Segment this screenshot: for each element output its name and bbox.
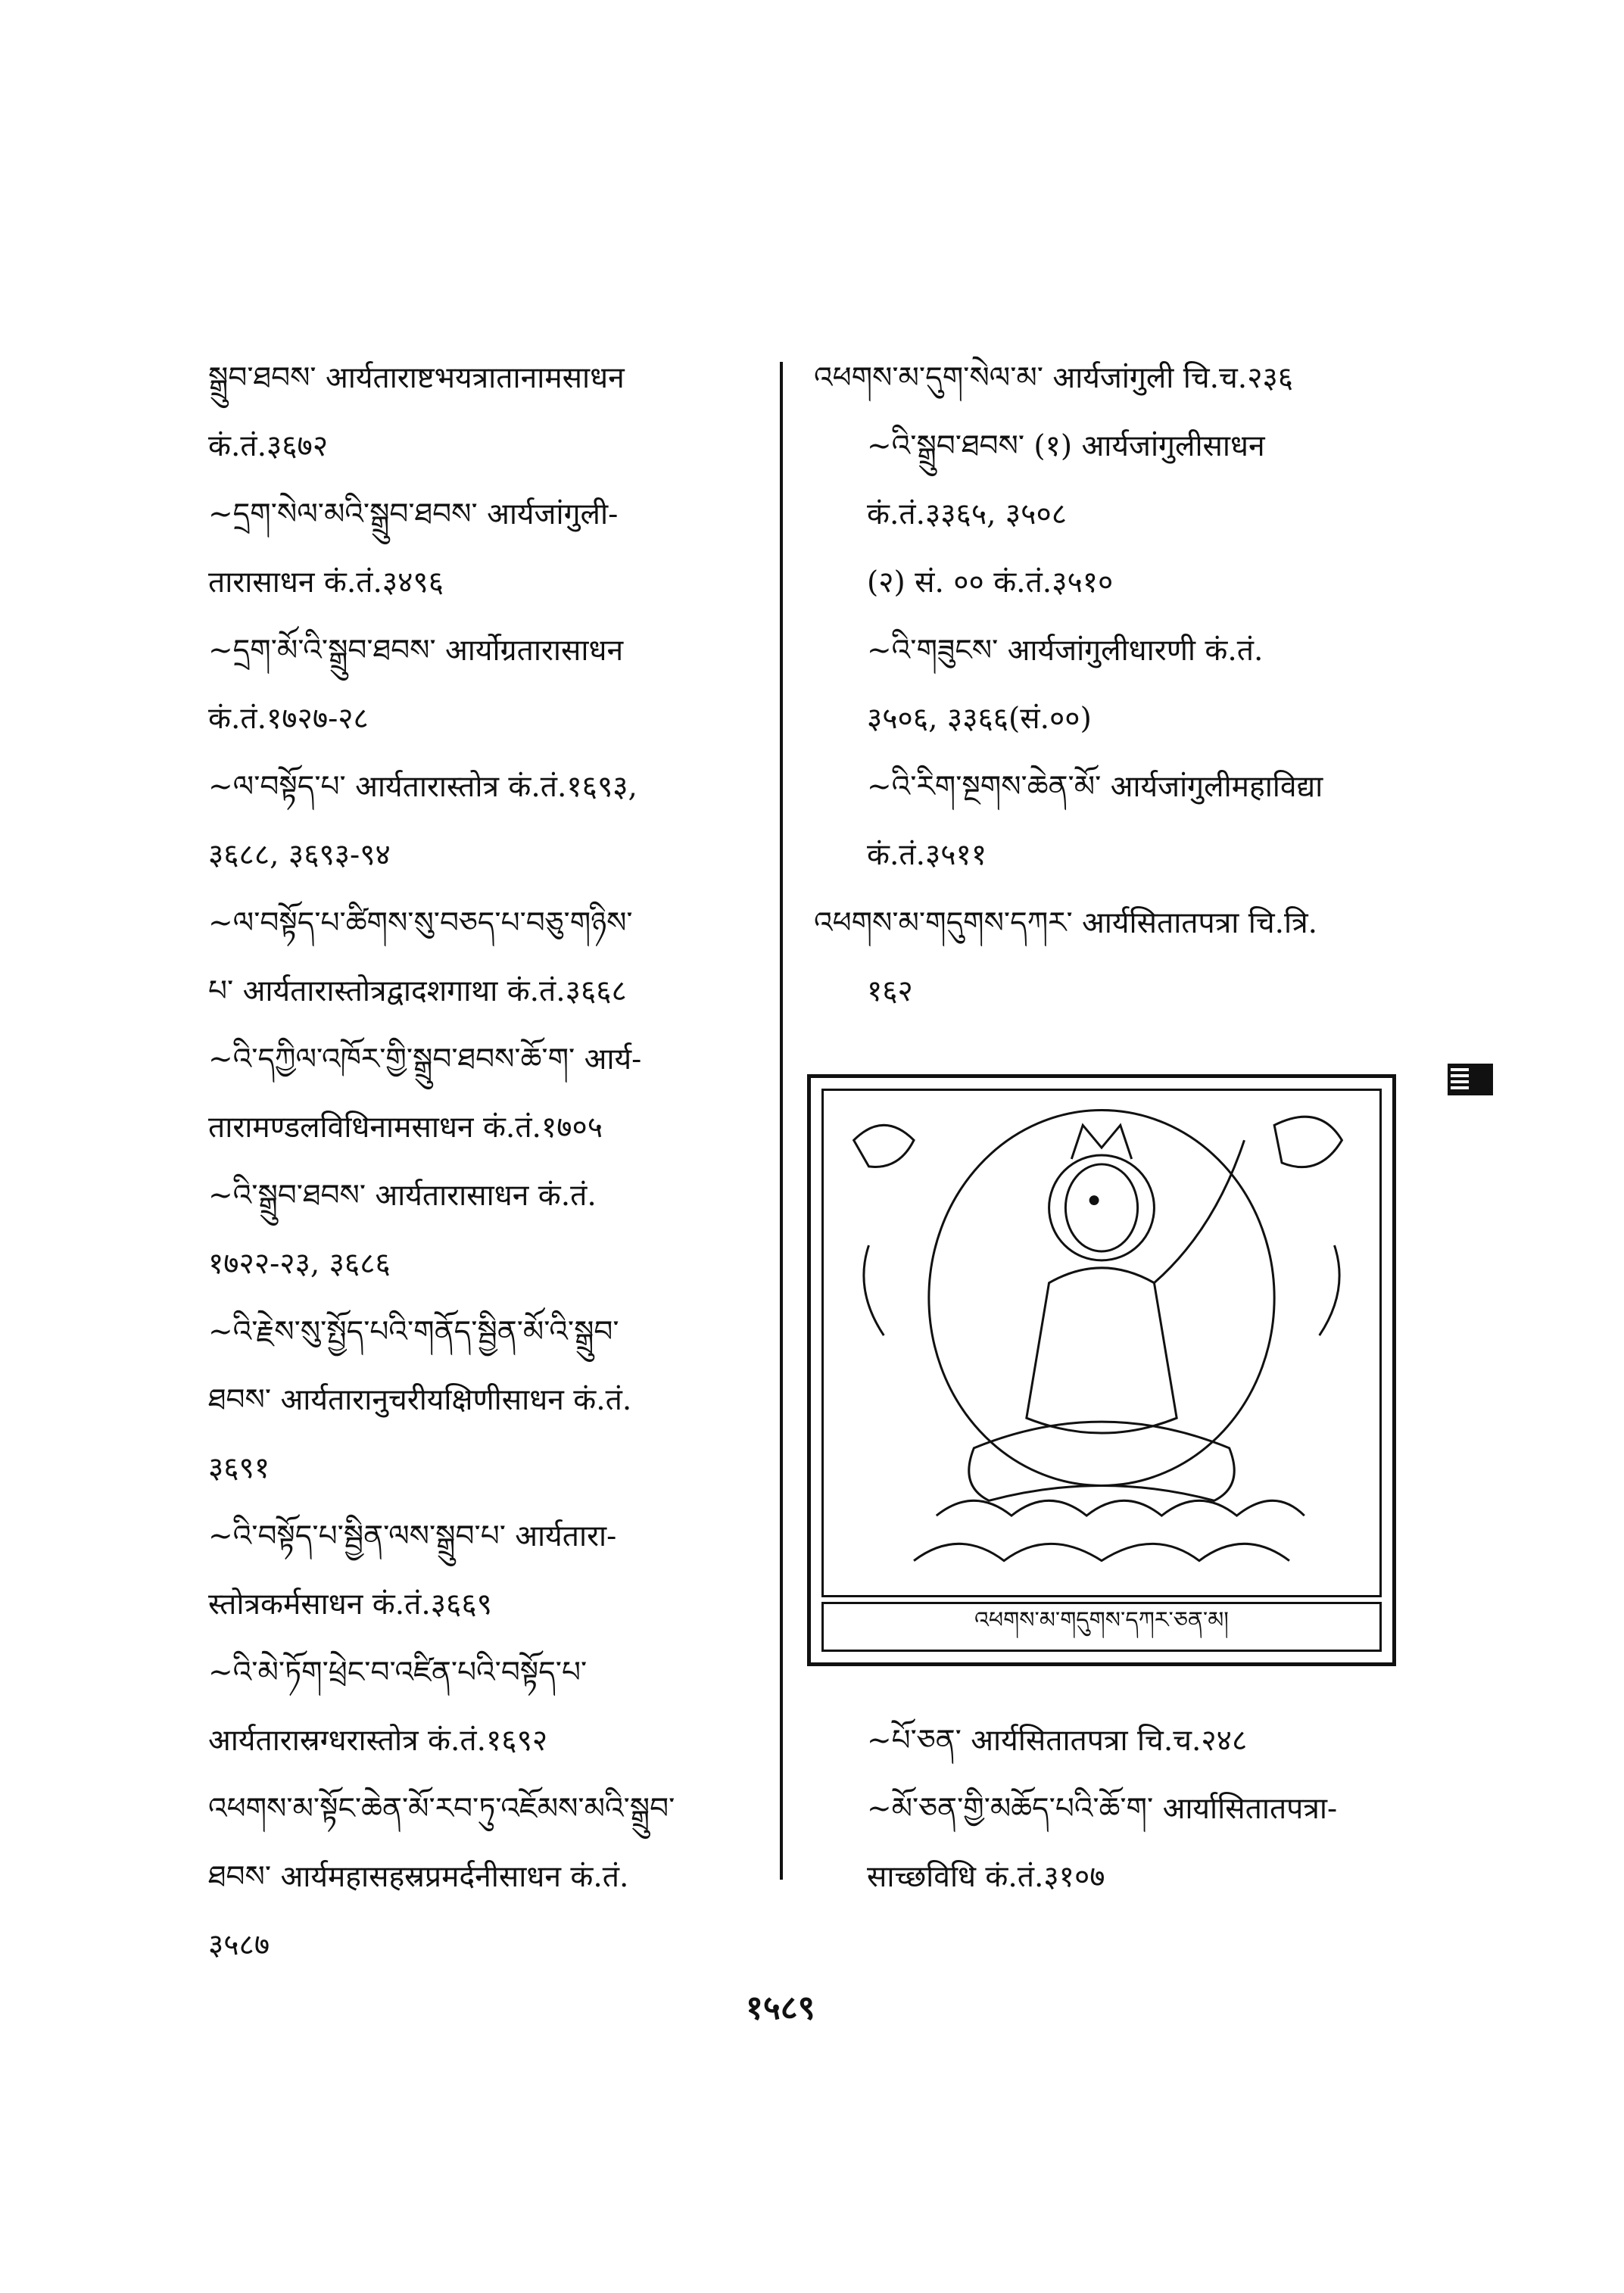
entry-line: ~དྲག་སེལ་མའི་སྒྲུབ་ཐབས་ आर्यजांगुली-	[208, 497, 619, 531]
entry-line: སྒྲུབ་ཐབས་ आर्यताराष्टभयत्रातानामसाधन	[208, 361, 625, 395]
entry-line: ~འི་རིག་སྔགས་ཆེན་མོ་ आर्यजांगुलीमहाविद्या	[867, 770, 1323, 804]
illustration-caption: འཕགས་མ་གདུགས་དཀར་ཅན་མ།	[821, 1602, 1382, 1652]
entry-line: ~འི་སྒྲུབ་ཐབས་ (१) आर्यजांगुलीसाधन	[867, 429, 1265, 463]
illustration-panel	[821, 1089, 1382, 1597]
thumb-index-mark	[1448, 1064, 1493, 1095]
deity-illustration	[807, 1074, 1396, 1666]
entry-line: ~འི་དཀྱིལ་འཁོར་གྱི་སྒྲུབ་ཐབས་ཆོ་ག་ आर्य-	[208, 1042, 642, 1076]
entry-line: साच्छविधि कं.तं.३१०७	[867, 1860, 1105, 1894]
entry-line: कं.तं.३५११	[867, 838, 987, 872]
entry-line: ~འི་སྒྲུབ་ཐབས་ आर्यतारासाधन कं.तं.	[208, 1179, 597, 1213]
entry-line: १६२	[867, 974, 913, 1008]
seated-deity-drawing	[824, 1091, 1379, 1595]
entry-line: ~ལ་བསྟོད་པ་ཚིགས་སུ་བཅད་པ་བཅུ་གཉིས་	[208, 906, 633, 940]
entry-line: འཕགས་མ་གདུགས་དཀར་ आर्यसितातपत्रा चि.त्रि.	[814, 906, 1318, 940]
entry-line: ཐབས་ आर्यतारानुचरीयक्षिणीसाधन कं.तं.	[208, 1383, 632, 1417]
entry-line: कं.तं.३६७२	[208, 429, 329, 463]
entry-line: ~པོ་ཅན་ आर्यसितातपत्रा चि.च.२४८	[867, 1724, 1248, 1758]
entry-line: (२) सं. ०० कं.तं.३५१०	[867, 565, 1114, 600]
entry-line: འཕགས་མ་དུག་སེལ་མ་ आर्यजांगुली चि.च.२३६	[814, 361, 1294, 395]
entry-line: ~དྲག་མོ་འི་སྒྲུབ་ཐབས་ आर्योग्रतारासाधन	[208, 634, 624, 668]
entry-line: स्तोत्रकर्मसाधन कं.तं.३६६९	[208, 1587, 492, 1622]
entry-line: कं.तं.१७२७-२८	[208, 702, 369, 736]
entry-line: ~འི་གཟུངས་ आर्यजांगुलीधारणी कं.तं.	[867, 634, 1264, 668]
entry-line: आर्यतारास्रग्धरास्तोत्र कं.तं.१६९२	[208, 1724, 548, 1758]
entry-line: ~འི་མེ་ཏོག་ཕྲེང་བ་འཛིན་པའི་བསྟོད་པ་	[208, 1656, 588, 1690]
column-divider	[780, 362, 783, 1880]
entry-line: तारामण्डलविधिनामसाधन कं.तं.१७०५	[208, 1111, 603, 1145]
entry-line: འཕགས་མ་སྟོང་ཆེན་མོ་རབ་ཏུ་འཇོམས་མའི་སྒྲུབ་	[208, 1792, 675, 1826]
entry-line: ~མོ་ཅན་གྱི་མཆོད་པའི་ཆོ་ག་ आर्यासितातपत्रा-	[867, 1792, 1338, 1826]
page-number: १५८९	[746, 1989, 815, 2027]
entry-line: कं.तं.३३६५, ३५०८	[867, 497, 1068, 531]
side-thumb-index	[1448, 1064, 1493, 1095]
entry-line: १७२२-२३, ३६८६	[208, 1247, 391, 1281]
entry-line: ~འི་བསྟོད་པ་སྦྱིན་ལས་སྒྲུབ་པ་ आर्यतारा-	[208, 1519, 617, 1553]
entry-line: ३६८८, ३६९३-९४	[208, 838, 391, 872]
entry-line: ३५८७	[208, 1928, 270, 1962]
entry-line: ~ལ་བསྟོད་པ་ आर्यतारास्तोत्र कं.तं.१६९३,	[208, 770, 637, 804]
entry-line: ३६९१	[208, 1451, 270, 1485]
entry-line: ३५०६, ३३६६(सं.००)	[867, 702, 1092, 736]
entry-line: ཐབས་ आर्यमहासहस्रप्रमर्दनीसाधन कं.तं.	[208, 1860, 629, 1894]
entry-line: तारासाधन कं.तं.३४९६	[208, 565, 444, 600]
entry-line: ~འི་རྗེས་སུ་སྤྱོད་པའི་གནོད་སྦྱིན་མོ་འི་སྒྲུབ་	[208, 1315, 619, 1349]
entry-line: པ་ आर्यतारास्तोत्रद्वादशगाथा कं.तं.३६६८	[208, 974, 627, 1008]
